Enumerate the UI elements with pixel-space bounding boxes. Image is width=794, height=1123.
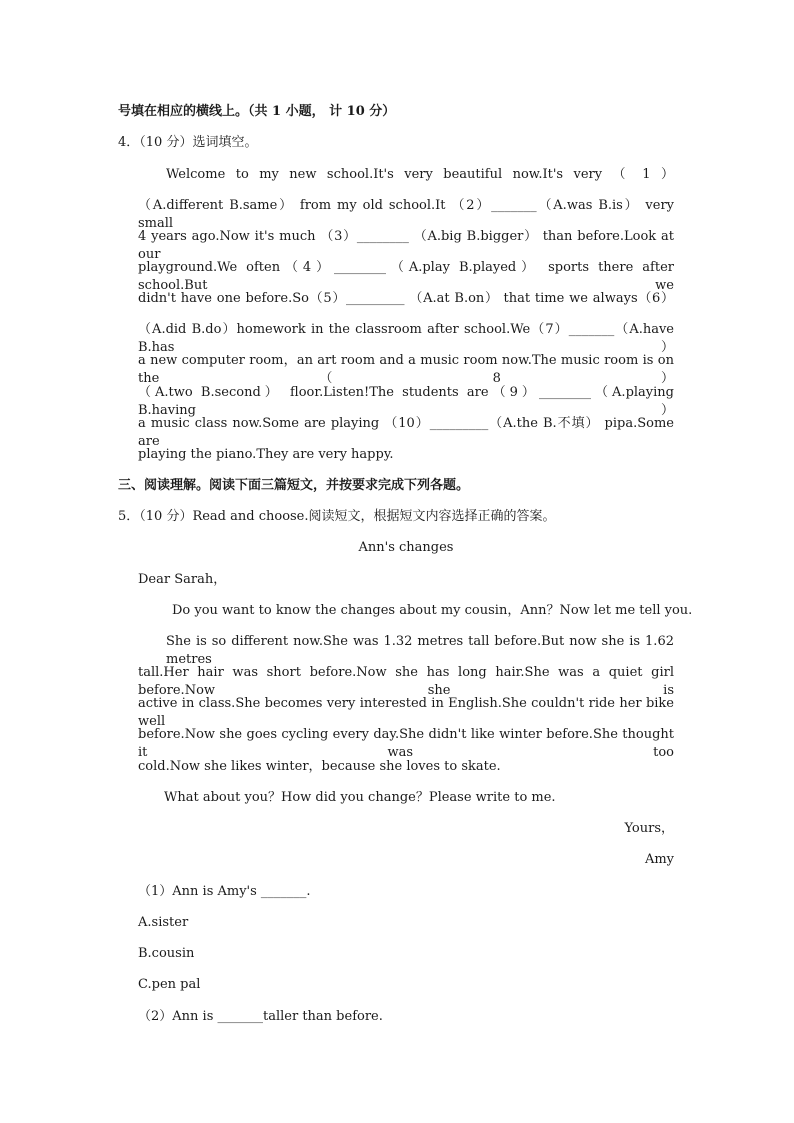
option-a[interactable]: A.sister	[138, 915, 189, 930]
section-instruction-tail: 号填在相应的横线上。（共 1 小题， 计 10 分）	[118, 104, 396, 119]
passage-line: playing the piano.They are very happy.	[138, 447, 394, 462]
paragraph-line: before.Now she goes cycling every day.She didn't like winter before.She thought it was too	[138, 727, 674, 760]
letter-paragraph-3: What about you？How did you change？Please write to me.	[164, 790, 556, 805]
letter-paragraph-1: Do you want to know the changes about my cousin，Ann？Now let me tell you.	[172, 603, 693, 618]
passage-line: （A.different B.same） from my old school.It （2）_______（A.was B.is） very small	[138, 198, 674, 231]
passage-line: 4 years ago.Now it's much （3）________ （A.big B.bigger） than before.Look at our	[138, 229, 674, 262]
paragraph-line: cold.Now she likes winter，because she loves to skate.	[138, 759, 501, 774]
passage-title: Ann's changes	[358, 540, 454, 555]
letter-closing: Yours，	[624, 821, 674, 836]
passage-line: （A.did B.do）homework in the classroom after school.We（7）_______（A.have B.has）	[138, 322, 674, 355]
passage-line: a music class now.Some are playing （10）_________（A.the B.不填） pipa.Some are	[138, 416, 674, 449]
sub-question-2: （2）Ann is _______taller than before.	[138, 1009, 383, 1024]
passage-line: playground.We often（4）________（A.play B.played） sports there after school.But we	[138, 260, 674, 293]
passage-line: （A.two B.second） floor.Listen!The students are（9）________（A.playing B.having）	[138, 385, 674, 418]
letter-greeting: Dear Sarah，	[138, 572, 227, 587]
sub-question-1: （1）Ann is Amy's _______.	[138, 884, 311, 899]
option-c[interactable]: C.pen pal	[138, 977, 201, 992]
paragraph-line: tall.Her hair was short before.Now she has long hair.She was a quiet girl before.Now she is	[138, 665, 674, 698]
letter-signature: Amy	[644, 852, 674, 867]
section-3-header: 三、阅读理解。阅读下面三篇短文，并按要求完成下列各题。	[118, 478, 470, 493]
question-4-header: 4．（10 分）选词填空。	[118, 135, 258, 150]
passage-line: didn't have one before.So（5）_________ （A.at B.on） that time we always（6）	[138, 291, 674, 306]
question-5-header: 5．（10 分）Read and choose.阅读短文，根据短文内容选择正确的答案。	[118, 509, 556, 524]
option-b[interactable]: B.cousin	[138, 946, 195, 961]
paragraph-line: She is so different now.She was 1.32 metres tall before.But now she is 1.62 metres	[166, 634, 674, 667]
passage-line: a new computer room，an art room and a music room now.The music room is on the（8）	[138, 353, 674, 386]
passage-line: Welcome to my new school.It's very beautiful now.It's very （ 1 ）	[166, 167, 674, 182]
paragraph-line: active in class.She becomes very interested in English.She couldn't ride her bike well	[138, 696, 674, 729]
